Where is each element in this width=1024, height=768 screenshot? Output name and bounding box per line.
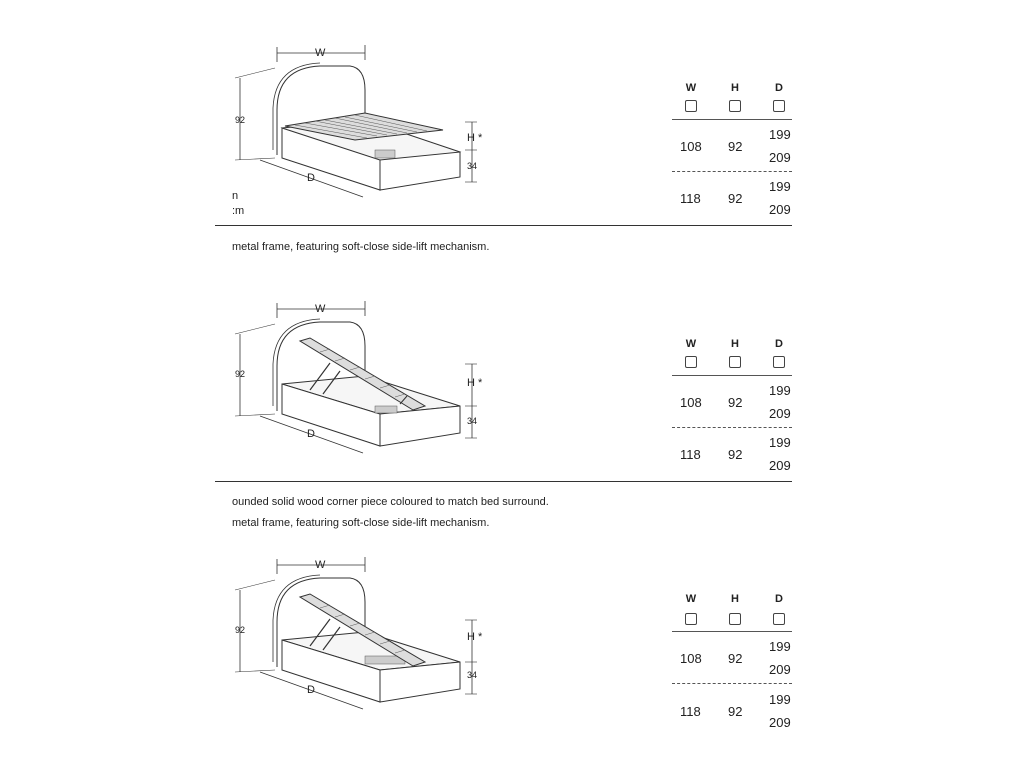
row1-height: 92 bbox=[728, 395, 743, 410]
row2-width: 118 bbox=[680, 447, 701, 462]
header-h: H bbox=[731, 593, 739, 605]
table-rule-dashed bbox=[672, 171, 792, 172]
row2-width: 118 bbox=[680, 191, 701, 206]
depth-label: D bbox=[307, 172, 315, 184]
row2-height: 92 bbox=[728, 191, 743, 206]
row2-depth-2: 209 bbox=[769, 458, 791, 473]
row1-height: 92 bbox=[728, 139, 743, 154]
height-label: H * bbox=[467, 132, 483, 144]
section-divider bbox=[215, 481, 792, 482]
width-label: W bbox=[315, 559, 326, 571]
checkbox-w[interactable] bbox=[685, 613, 697, 625]
bed-drawing-open bbox=[215, 296, 485, 461]
cut-text-1: n bbox=[232, 190, 239, 202]
row1-height: 92 bbox=[728, 651, 743, 666]
depth-label: D bbox=[307, 684, 315, 696]
row2-depth-1: 199 bbox=[769, 435, 791, 450]
width-label: W bbox=[315, 47, 326, 59]
row1-depth-1: 199 bbox=[769, 383, 791, 398]
row1-depth-1: 199 bbox=[769, 639, 791, 654]
row2-depth-1: 199 bbox=[769, 692, 791, 707]
cut-text-2: :m bbox=[232, 205, 245, 217]
row1-depth-2: 209 bbox=[769, 406, 791, 421]
dimension-table-3 bbox=[672, 593, 792, 733]
dimension-table-2 bbox=[672, 338, 792, 478]
table-rule-dashed bbox=[672, 427, 792, 428]
headboard-height-label: 92 bbox=[235, 369, 246, 379]
row2-depth-2: 209 bbox=[769, 202, 791, 217]
header-d: D bbox=[775, 593, 783, 605]
header-h: H bbox=[731, 338, 739, 350]
section-divider bbox=[215, 225, 792, 226]
row2-depth-2: 209 bbox=[769, 715, 791, 730]
row2-height: 92 bbox=[728, 447, 743, 462]
header-w: W bbox=[685, 593, 697, 605]
dimension-table-1 bbox=[672, 82, 792, 222]
headboard-height-label: 92 bbox=[235, 625, 246, 635]
row1-depth-2: 209 bbox=[769, 150, 791, 165]
checkbox-h[interactable] bbox=[729, 613, 741, 625]
headboard-height-label: 92 bbox=[235, 115, 246, 125]
row2-depth-1: 199 bbox=[769, 179, 791, 194]
bed-drawing-closed bbox=[215, 40, 485, 205]
checkbox-d[interactable] bbox=[773, 356, 785, 368]
base-height-label: 34 bbox=[467, 670, 478, 680]
table-rule bbox=[672, 375, 792, 376]
height-label: H * bbox=[467, 377, 483, 389]
table-rule bbox=[672, 631, 792, 632]
checkbox-h[interactable] bbox=[729, 356, 741, 368]
table-rule-dashed bbox=[672, 683, 792, 684]
row1-depth-1: 199 bbox=[769, 127, 791, 142]
bed-drawing-open bbox=[215, 552, 485, 717]
row2-height: 92 bbox=[728, 704, 743, 719]
header-w: W bbox=[685, 82, 697, 94]
checkbox-h[interactable] bbox=[729, 100, 741, 112]
height-label: H * bbox=[467, 631, 483, 643]
header-d: D bbox=[775, 338, 783, 350]
row1-width: 108 bbox=[680, 139, 702, 154]
checkbox-w[interactable] bbox=[685, 100, 697, 112]
header-h: H bbox=[731, 82, 739, 94]
checkbox-d[interactable] bbox=[773, 100, 785, 112]
checkbox-w[interactable] bbox=[685, 356, 697, 368]
row1-width: 108 bbox=[680, 395, 702, 410]
header-w: W bbox=[685, 338, 697, 350]
base-height-label: 34 bbox=[467, 416, 478, 426]
description-line-1: ounded solid wood corner piece coloured to match bed surround. bbox=[232, 496, 549, 508]
description-line-2: metal frame, featuring soft-close side-lift mechanism. bbox=[232, 517, 490, 529]
table-rule bbox=[672, 119, 792, 120]
row1-width: 108 bbox=[680, 651, 702, 666]
row2-width: 118 bbox=[680, 704, 701, 719]
checkbox-d[interactable] bbox=[773, 613, 785, 625]
base-height-label: 34 bbox=[467, 161, 478, 171]
header-d: D bbox=[775, 82, 783, 94]
depth-label: D bbox=[307, 428, 315, 440]
width-label: W bbox=[315, 303, 326, 315]
row1-depth-2: 209 bbox=[769, 662, 791, 677]
description-line: metal frame, featuring soft-close side-lift mechanism. bbox=[232, 241, 490, 253]
